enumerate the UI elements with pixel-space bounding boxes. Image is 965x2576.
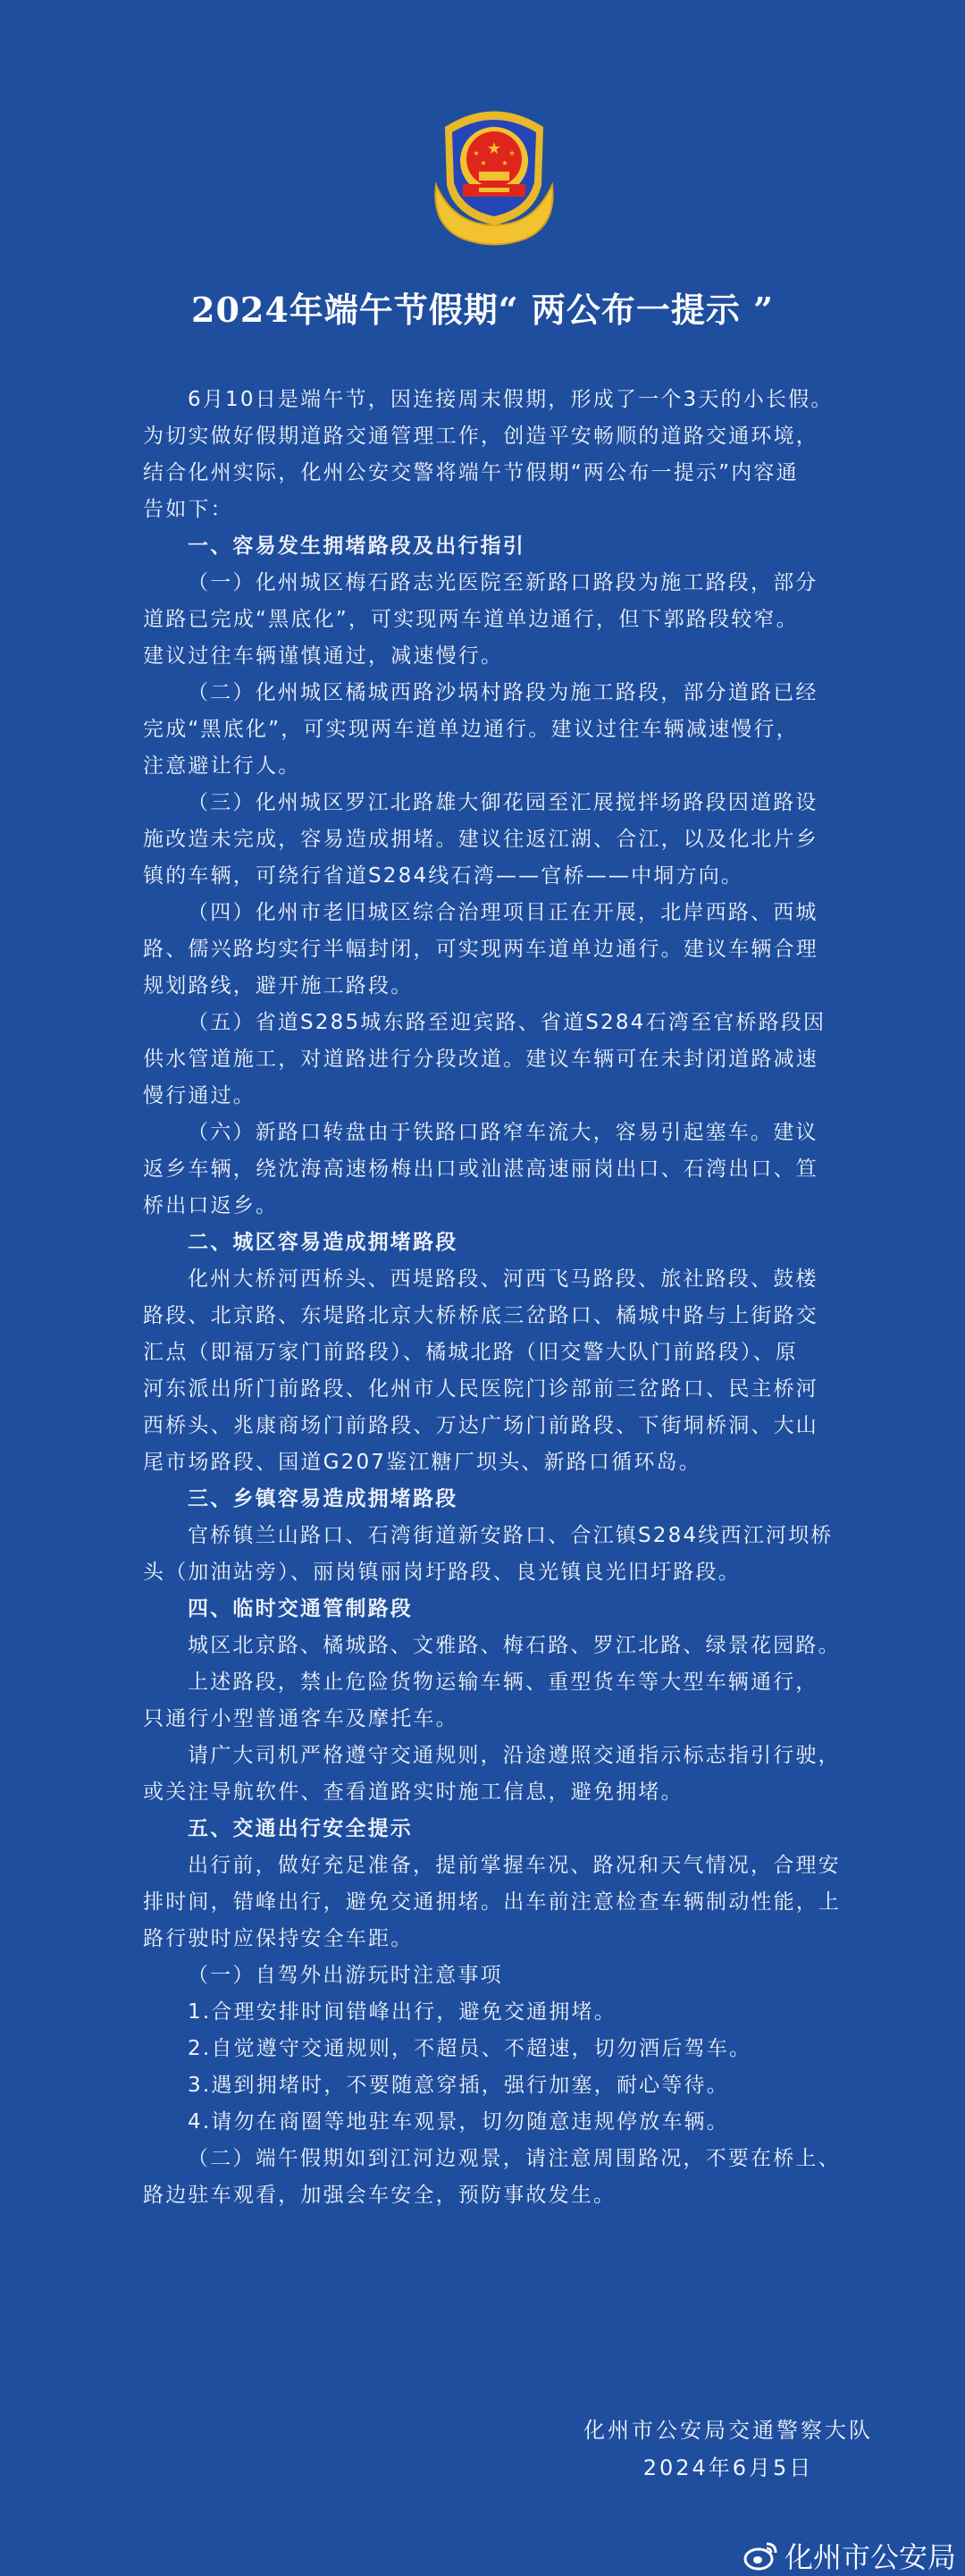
paragraph-line: 慢行通过。: [143, 1084, 256, 1107]
paragraph-line: （五）省道S285城东路至迎宾路、省道S284石湾至官桥路段因: [188, 1011, 827, 1034]
section-heading: 一、容易发生拥堵路段及出行指引: [188, 535, 525, 558]
paragraph-line: 注意避让行人。: [143, 754, 301, 778]
paragraph-line: 告如下：: [143, 498, 233, 521]
svg-text:★: ★: [480, 159, 487, 167]
paragraph-line: 路行驶时应保持安全车距。: [143, 1927, 414, 1950]
paragraph-line: 西桥头、兆康商场门前路段、万达广场门前路段、下街垌桥洞、大山: [143, 1414, 818, 1437]
weibo-watermark: [743, 2535, 956, 2576]
paragraph-line: （一）自驾外出游玩时注意事项: [188, 1964, 503, 1987]
paragraph-line: 上述路段，禁止危险货物运输车辆、重型货车等大型车辆通行，: [188, 1671, 818, 1694]
signature-date: 2024年6月5日: [642, 2455, 814, 2480]
svg-text:★: ★: [486, 139, 502, 158]
paragraph-line: （二）端午假期如到江河边观景，请注意周围路况，不要在桥上、: [188, 2147, 841, 2170]
paragraph-line: 3.遇到拥堵时，不要随意穿插，强行加塞，耐心等待。: [188, 2074, 729, 2097]
paragraph-line: 1.合理安排时间错峰出行，避免交通拥堵。: [188, 2000, 617, 2024]
paragraph-line: 2.自觉遵守交通规则，不超员、不超速，切勿酒后驾车。: [188, 2037, 752, 2060]
paragraph-line: 只通行小型普通客车及摩托车。: [143, 1707, 458, 1730]
paragraph-line: 道路已完成“黑底化”，可实现两车道单边通行，但下郭路段较窄。: [143, 608, 799, 631]
section-heading: 五、交通出行安全提示: [188, 1817, 413, 1840]
paragraph-line: 汇点（即福万家门前路段）、橘城北路（旧交警大队门前路段）、原: [143, 1341, 798, 1364]
paragraph-line: 请广大司机严格遵守交通规则，沿途遵照交通指示标志指引行驶，: [188, 1744, 841, 1767]
paragraph-line: 尾市场路段、国道G207鉴江糖厂坝头、新路口循环岛。: [143, 1451, 701, 1474]
paragraph-line: 供水管道施工，对道路进行分段改道。建议车辆可在未封闭道路减速: [143, 1048, 818, 1071]
paragraph-line: 路边驻车观看，加强会车安全，预防事故发生。: [143, 2184, 617, 2207]
svg-text:★: ★: [473, 149, 480, 157]
paragraph-line: （一）化州城区梅石路志光医院至新路口路段为施工路段，部分: [188, 571, 818, 594]
paragraph-line: 路、儒兴路均实行半幅封闭，可实现两车道单边通行。建议车辆合理: [143, 938, 818, 961]
svg-text:★: ★: [508, 149, 516, 157]
paragraph-line: 官桥镇兰山路口、石湾街道新安路口、合江镇S284线西江河坝桥: [188, 1524, 834, 1547]
watermark-text: 化州市公安局: [784, 2540, 956, 2574]
section-heading: 三、乡镇容易造成拥堵路段: [188, 1487, 458, 1511]
paragraph-line: 排时间，错峰出行，避免交通拥堵。出车前注意检查车辆制动性能，上: [143, 1890, 842, 1914]
signature-org: 化州市公安局交通警察大队: [583, 2418, 873, 2443]
paragraph-line: （三）化州城区罗江北路雄大御花园至汇展搅拌场路段因道路设: [188, 791, 818, 814]
police-emblem-icon: [427, 100, 561, 248]
paragraph-line: （四）化州市老旧城区综合治理项目正在开展，北岸西路、西城: [188, 901, 818, 924]
notice-body: [143, 382, 840, 2214]
signature-block: [536, 2412, 920, 2487]
paragraph-line: （二）化州城区橘城西路沙埚村路段为施工路段，部分道路已经: [188, 681, 818, 704]
section-heading: 四、临时交通管制路段: [188, 1597, 413, 1621]
paragraph-line: 返乡车辆，绕沈海高速杨梅出口或汕湛高速丽岗出口、石湾出口、笪: [143, 1158, 818, 1181]
weibo-icon: [743, 2540, 779, 2571]
paragraph-line: 镇的车辆，可绕行省道S284线石湾——官桥——中垌方向。: [143, 864, 744, 888]
section-heading: 二、城区容易造成拥堵路段: [188, 1231, 458, 1254]
paragraph-line: 4.请勿在商圈等地驻车观景，切勿随意违规停放车辆。: [188, 2110, 729, 2134]
paragraph-line: 建议过往车辆谨慎通过，减速慢行。: [143, 644, 504, 668]
paragraph-line: 施改造未完成，容易造成拥堵。建议往返江湖、合江，以及化北片乡: [143, 828, 818, 851]
page-title: 2024年端午节假期“ 两公布一提示 ”: [191, 290, 774, 330]
paragraph-line: 河东派出所门前路段、化州市人民医院门诊部前三岔路口、民主桥河: [143, 1377, 818, 1401]
paragraph-line: 头（加油站旁）、丽岗镇丽岗圩路段、良光镇良光旧圩路段。: [143, 1561, 741, 1584]
paragraph-line: 出行前，做好充足准备，提前掌握车况、路况和天气情况，合理安: [188, 1854, 841, 1877]
paragraph-line: 化州大桥河西桥头、西堤路段、河西飞马路段、旅社路段、鼓楼: [188, 1267, 818, 1291]
paragraph-line: 桥出口返乡。: [143, 1194, 279, 1217]
paragraph-line: （六）新路口转盘由于铁路口路窄车流大，容易引起塞车。建议: [188, 1121, 818, 1144]
svg-text:★: ★: [501, 159, 508, 167]
paragraph-line: 6月10日是端午节，因连接周末假期，形成了一个3天的小长假。: [188, 388, 834, 411]
paragraph-line: 城区北京路、橘城路、文雅路、梅石路、罗江北路、绿景花园路。: [188, 1634, 841, 1657]
paragraph-line: 为切实做好假期道路交通管理工作，创造平安畅顺的道路交通环境，: [143, 425, 818, 448]
paragraph-line: 完成“黑底化”，可实现两车道单边通行。建议过往车辆减速慢行，: [143, 718, 799, 741]
paragraph-line: 规划路线，避开施工路段。: [143, 974, 414, 998]
paragraph-line: 或关注导航软件、查看道路实时施工信息，避免拥堵。: [143, 1780, 684, 1804]
paragraph-line: 路段、北京路、东堤路北京大桥桥底三岔路口、橘城中路与上街路交: [143, 1304, 818, 1327]
paragraph-line: 结合化州实际，化州公安交警将端午节假期“两公布一提示”内容通: [143, 461, 799, 484]
